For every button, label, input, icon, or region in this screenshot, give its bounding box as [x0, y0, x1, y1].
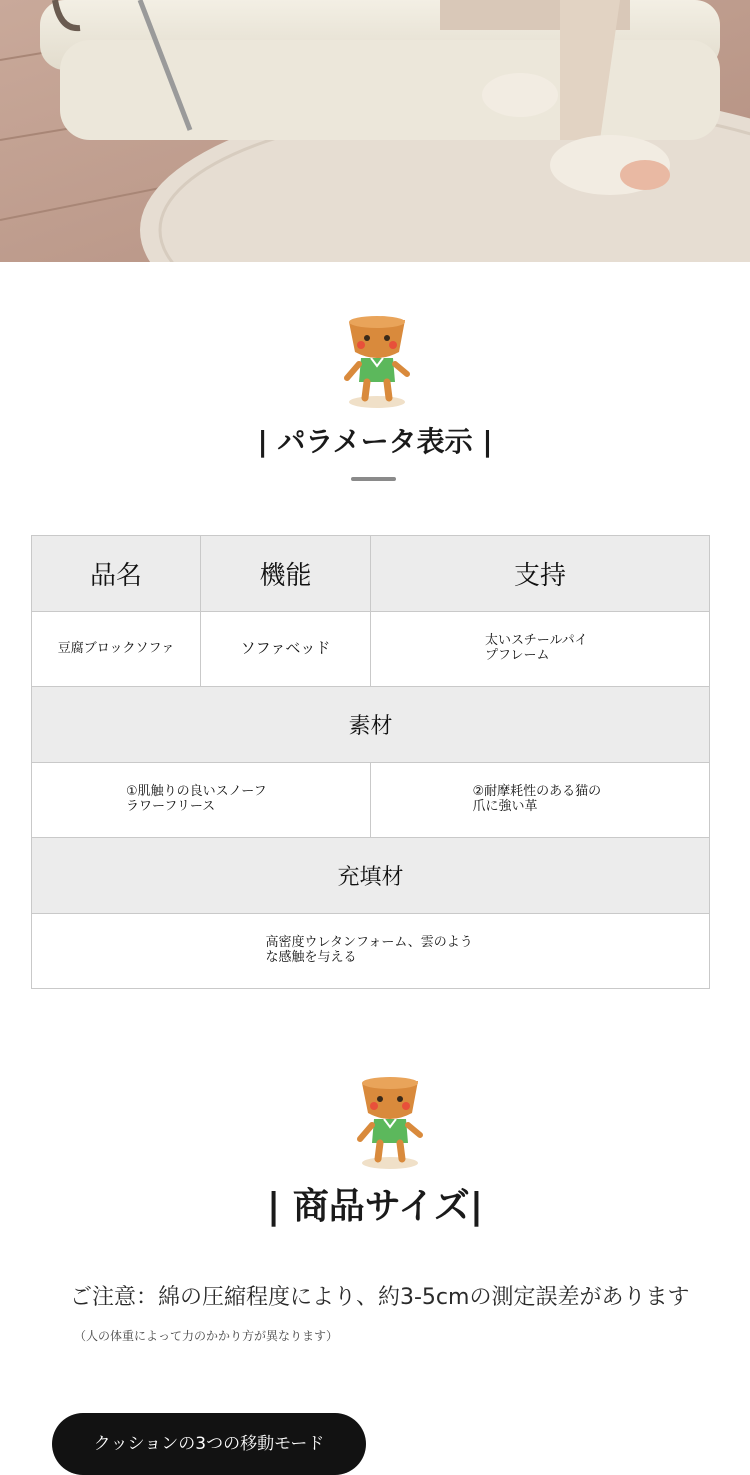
header-filling: 充填材 [32, 838, 710, 914]
table-row [32, 838, 710, 914]
table-row [32, 914, 710, 989]
header-material: 素材 [32, 687, 710, 763]
cell-text: ①肌触りの良いスノーフラワーフリース [126, 784, 267, 814]
cell-support [371, 612, 710, 687]
header-function: 機能 [201, 536, 371, 612]
measurement-subnote: （人の体重によって力のかかり方が異なります） [74, 1329, 339, 1343]
cell-material-1 [32, 763, 371, 838]
table-row [32, 536, 710, 612]
cell-function [201, 612, 371, 687]
cell-filling [32, 914, 710, 989]
cell-text: ②耐摩耗性のある猫の爪に強い革 [472, 784, 602, 814]
hero-image [0, 0, 750, 262]
cell-text: 太いスチールパイプフレーム [485, 633, 588, 663]
cell-text: ソファベッド [240, 639, 331, 658]
size-title: | 商品サイズ| [267, 1186, 483, 1227]
cushion-modes-button[interactable]: クッションの3つの移動モード [52, 1413, 366, 1475]
table-row [32, 612, 710, 687]
table-row [32, 763, 710, 838]
tofu-mascot-icon [350, 1073, 430, 1173]
cell-material-2 [371, 763, 710, 838]
header-product-name: 品名 [32, 536, 201, 612]
header-support: 支持 [371, 536, 710, 612]
measurement-note: ご注意：綿の圧縮程度により、約3-5cmの測定誤差があります [70, 1285, 690, 1310]
cell-text: 豆腐ブロックソファ [57, 640, 175, 656]
cell-text: 高密度ウレタンフォーム、雲のような感触を与える [265, 935, 473, 965]
tofu-mascot-icon [337, 312, 417, 412]
parameters-title: | パラメータ表示 | [257, 425, 493, 458]
cell-product-name [32, 612, 201, 687]
table-row [32, 687, 710, 763]
title-underline [351, 477, 396, 481]
parameters-table [31, 535, 710, 989]
